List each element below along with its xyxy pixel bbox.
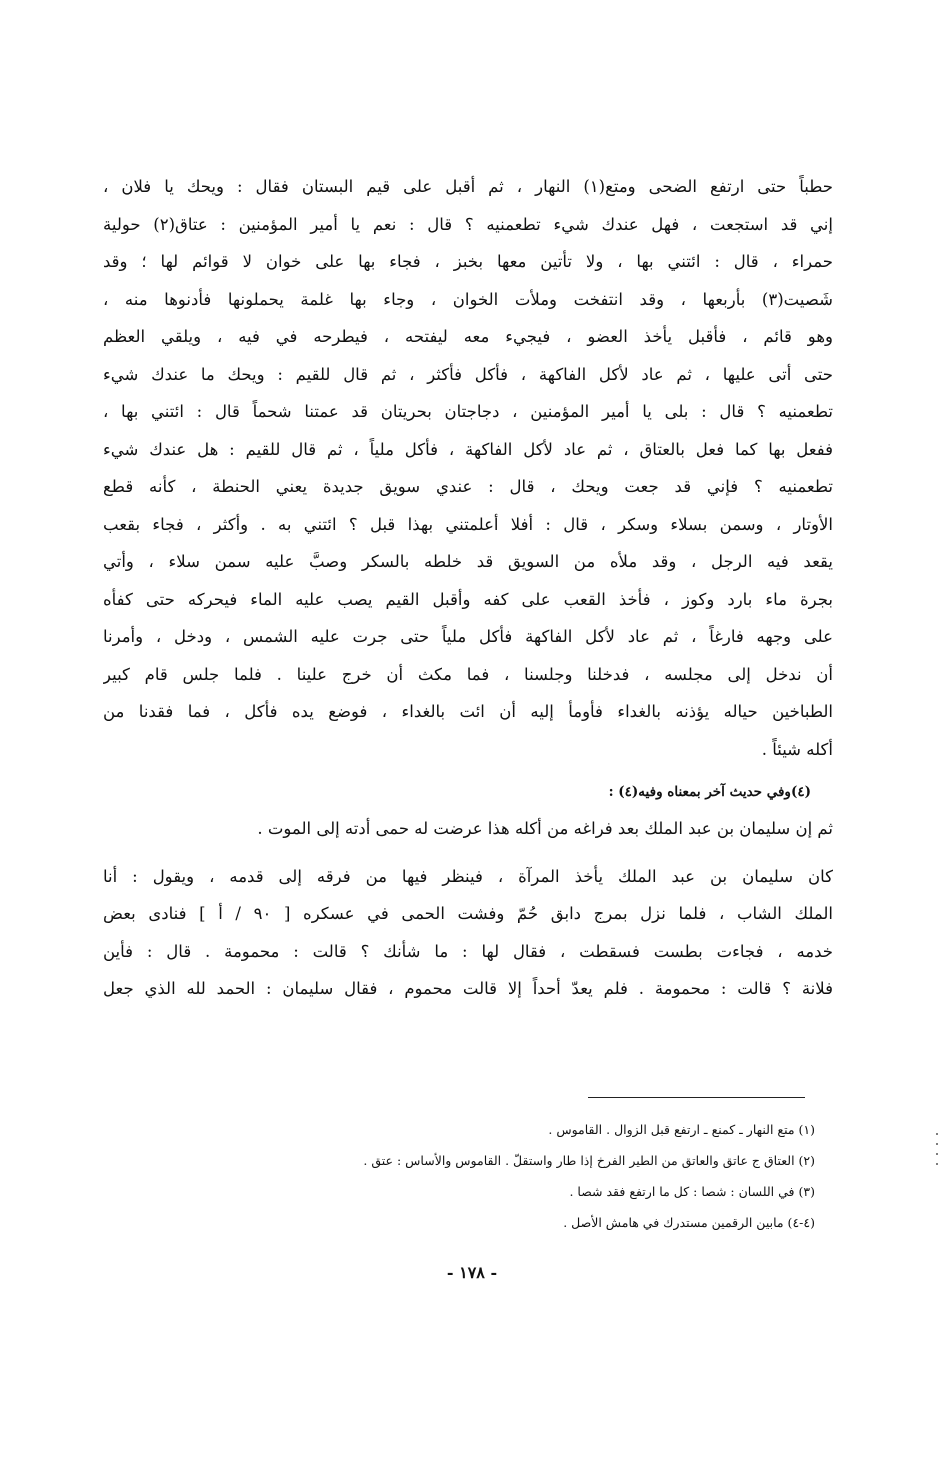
footnotes (103, 1114, 815, 1238)
paragraph-line: فلانة ؟ قالت : محمومة . فلم يعدّ أحداً إلا قالت محموم ، فقال سليمان : الحمد لله الذي جعل (103, 979, 833, 998)
body-line: وهو قائم ، فأقبل يأخذ العضو ، فيجيء معه ليفتحه ، فيطرحه في فيه ، ويلقي العظم (103, 327, 833, 346)
body-line: شَصيت(٣) بأربعها ، وقد انتفخت وملأت الخوان ، وجاء بها غلمة يحملونها فأدنوها منه ، (103, 289, 833, 309)
footnote-4: (٤-٤) مابين الرقمين مستدرك في هامش الأصل . (563, 1215, 815, 1230)
scan-edge-marks (936, 1133, 938, 1135)
body-line: أن ندخل إلى مجلسه ، فدخلنا وجلسنا ، فما مكث أن خرج علينا . فلما جلس قام كبير (103, 664, 833, 684)
body-line: حطباً حتى ارتفع الضحى ومتع(١) النهار ، ثم أقبل على قيم البستان فقال : ويحك يا فلان ، (103, 177, 833, 196)
footnote-1: (١) متع النهار ـ كمنع ـ ارتفع قبل الزوال . القاموس . (548, 1122, 815, 1137)
paragraph-line: خدمه ، فجاءت بطست فسقطت ، فقال لها : ما شأنك ؟ قالت : محمومة . قال : فأين (103, 941, 833, 961)
body-line-last: أكله شيئاً . (761, 739, 833, 759)
body-line: حتى أتى عليها ، ثم عاد لأكل الفاكهة ، فأكل فأكثر ، ثم قال للقيم : ويحك ما عندك شيء (103, 364, 833, 384)
body-line: على وجهه فارغاً ، ثم عاد لأكل الفاكهة فأكل ملياً حتى جرت عليه الشمس ، ودخل ، وأمرنا (103, 627, 833, 646)
body-line: الطباخين حياله يؤذنه بالغداء فأومأ إليه أن ائت بالغداء ، فوضع يده فأكل ، فما فقدنا من (103, 702, 833, 721)
footnote-separator (588, 1097, 805, 1098)
footnote-3: (٣) في اللسان : شصا : كل ما ارتفع فقد شصا . (569, 1184, 815, 1199)
body-line: حمراء ، قال : ائتني بها ، ولا تأتين معها بخبز ، فجاء بها على خوان لا قوائم لها ؛ وقد (103, 252, 833, 271)
main-text-block (103, 168, 833, 1008)
body-line: تطعمنيه ؟ فإني قد جعت ويحك ، قال : عندي سويق جديدة يعني الحنطة ، كأنه قطع (103, 477, 833, 496)
note-heading: (٤)وفي حديث آخر بمعناه وفيه(٤) : (608, 784, 811, 800)
spacer (103, 848, 833, 858)
page-number: - ١٧٨ - (446, 1263, 498, 1282)
body-line: الأوتار ، وسمن بسلاء وسكر ، قال : أفلا أعلمتني بهذا قبل ؟ ائتني به . وأكثر ، فجاء بقعب (103, 514, 833, 534)
body-line: يقعد فيه الرجل ، وقد ملأه من السويق قد خلطه بالسكر وصبَّ عليه سمن سلاء ، وأتي (103, 552, 833, 571)
footnote-2: (٢) العتاق ج عاتق والعاتق من الطير الفرخ إذا طار واستقلّ . القاموس والأساس : عتق . (363, 1153, 815, 1168)
body-line: بجرة ماء بارد وكوز ، فأخذ القعب على كفه وأقبل القيم يصب عليه الماء فيحركه حتى كفأه (103, 589, 833, 609)
note-line: ثم إن سليمان بن عبد الملك بعد فراغه من أكله هذا عرضت له حمى أدته إلى الموت . (257, 819, 833, 838)
body-line: ففعل بها كما فعل بالعتاق ، ثم عاد لأكل الفاكهة ، فأكل ملياً ، ثم قال للقيم : هل عندك شيء (103, 439, 833, 459)
body-line: تطعمنيه ؟ قال : بلى يا أمير المؤمنين ، دجاجتان بحريتان قد عمتنا شحماً قال : ائتني بها ، (103, 402, 833, 421)
paragraph-line: كان سليمان بن عبد الملك يأخذ المرآة ، فينظر فيها من فرقه إلى قدمه ، ويقول : أنا (103, 866, 833, 886)
paragraph-line: الملك الشاب ، فلما نزل بمرج دابق حُمّ وفشت الحمى في عسكره [ ٩٠ / أ ] فنادى بعض (103, 904, 833, 923)
body-line: إني قد استجعت ، فهل عندك شيء تطعمنيه ؟ قال : نعم يا أمير المؤمنين : عتاق(٢) حولية (103, 214, 833, 234)
